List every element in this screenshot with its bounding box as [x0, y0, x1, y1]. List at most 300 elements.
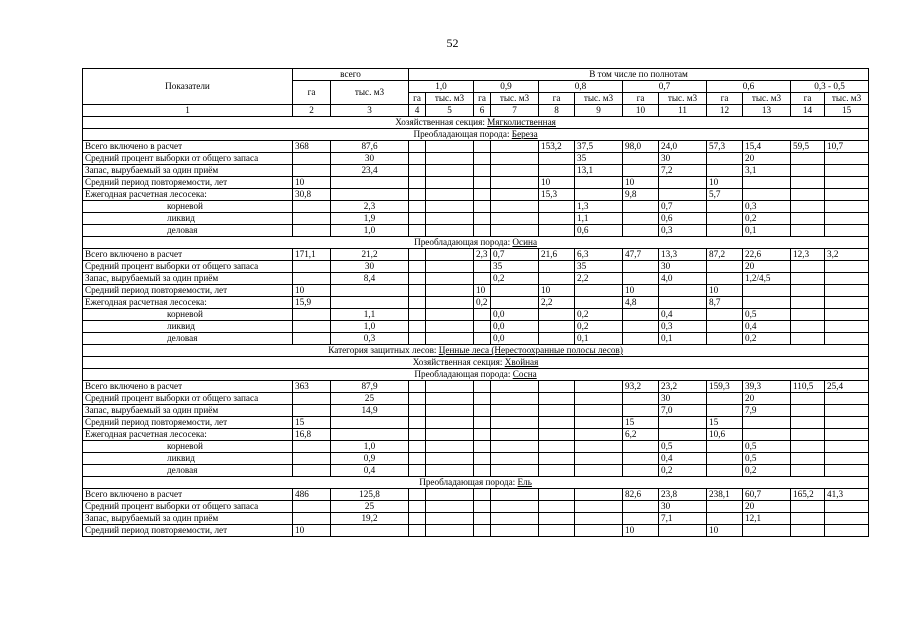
- table-cell: [539, 393, 575, 405]
- section-heading-row: [83, 345, 869, 357]
- table-cell: [426, 501, 474, 513]
- table-cell: [474, 213, 491, 225]
- table-cell: [791, 273, 825, 285]
- section-heading: [83, 117, 869, 129]
- table-cell: 20: [743, 261, 791, 273]
- section-heading: [83, 237, 869, 249]
- table-cell: 41,3: [825, 489, 869, 501]
- table-cell: [825, 429, 869, 441]
- table-cell: 4,0: [659, 273, 707, 285]
- table-cell: 159,3: [707, 381, 743, 393]
- table-cell: [825, 261, 869, 273]
- table-cell: [491, 501, 539, 513]
- table-cell: [426, 381, 474, 393]
- table-cell: [491, 141, 539, 153]
- table-cell: 2,3: [331, 201, 409, 213]
- table-cell: [474, 489, 491, 501]
- table-cell: [623, 513, 659, 525]
- table-cell: [623, 465, 659, 477]
- table-cell: 10: [623, 285, 659, 297]
- table-cell: [409, 309, 426, 321]
- column-number: 2: [293, 105, 331, 117]
- table-cell: [491, 465, 539, 477]
- table-cell: 363: [293, 381, 331, 393]
- table-cell: [623, 213, 659, 225]
- allowable-cut-table: [82, 68, 869, 537]
- table-cell: 35: [491, 261, 539, 273]
- table-cell: [707, 213, 743, 225]
- table-row: [83, 153, 869, 165]
- table-cell: [825, 513, 869, 525]
- table-cell: [474, 177, 491, 189]
- table-cell: [293, 321, 331, 333]
- table-cell: [825, 465, 869, 477]
- table-cell: [623, 441, 659, 453]
- table-cell: [491, 525, 539, 537]
- table-cell: [293, 165, 331, 177]
- table-cell: 1,3: [575, 201, 623, 213]
- table-cell: [825, 225, 869, 237]
- row-label: Ежегодная расчетная лесосека:: [83, 297, 293, 309]
- table-cell: [539, 321, 575, 333]
- table-cell: 0,7: [491, 249, 539, 261]
- density-header: 1,0: [409, 81, 474, 93]
- table-cell: [426, 141, 474, 153]
- table-row: [83, 405, 869, 417]
- table-row: [83, 465, 869, 477]
- table-row: [83, 309, 869, 321]
- table-cell: 1,0: [331, 441, 409, 453]
- table-cell: [791, 465, 825, 477]
- table-cell: 15: [293, 417, 331, 429]
- row-label: ликвид: [83, 321, 293, 333]
- row-label: Средний процент выборки от общего запаса: [83, 393, 293, 405]
- table-cell: [575, 489, 623, 501]
- table-cell: [426, 177, 474, 189]
- section-heading-prefix: Преобладающая порода:: [414, 237, 513, 247]
- table-cell: 0,2: [575, 321, 623, 333]
- table-cell: [409, 405, 426, 417]
- table-cell: [474, 381, 491, 393]
- table-cell: [491, 429, 539, 441]
- table-row: [83, 165, 869, 177]
- table-cell: [474, 393, 491, 405]
- section-heading-prefix: Преобладающая порода:: [414, 369, 513, 379]
- table-cell: [409, 333, 426, 345]
- total-header: всего: [293, 69, 409, 81]
- table-cell: [825, 321, 869, 333]
- section-heading-prefix: Хозяйственная секция:: [395, 117, 488, 127]
- table-cell: 30: [331, 261, 409, 273]
- table-cell: 110,5: [791, 381, 825, 393]
- table-cell: [491, 453, 539, 465]
- table-cell: [539, 213, 575, 225]
- table-cell: 57,3: [707, 141, 743, 153]
- table-cell: [623, 501, 659, 513]
- table-cell: 2,3: [474, 249, 491, 261]
- table-cell: [575, 525, 623, 537]
- table-cell: 15: [707, 417, 743, 429]
- table-row: [83, 513, 869, 525]
- table-cell: [575, 453, 623, 465]
- table-cell: [426, 465, 474, 477]
- column-number: 1: [83, 105, 293, 117]
- column-number: 7: [491, 105, 539, 117]
- table-cell: [409, 441, 426, 453]
- table-cell: [474, 417, 491, 429]
- table-cell: 0,9: [331, 453, 409, 465]
- table-cell: 23,2: [659, 381, 707, 393]
- table-cell: [575, 297, 623, 309]
- table-cell: [791, 189, 825, 201]
- table-cell: [409, 525, 426, 537]
- table-cell: [409, 189, 426, 201]
- row-label: Всего включено в расчет: [83, 489, 293, 501]
- table-cell: [707, 273, 743, 285]
- row-label: Средний период повторяемости, лет: [83, 525, 293, 537]
- table-cell: 59,5: [791, 141, 825, 153]
- table-cell: [539, 417, 575, 429]
- table-cell: 47,7: [623, 249, 659, 261]
- row-label: Средний период повторяемости, лет: [83, 417, 293, 429]
- table-cell: [707, 321, 743, 333]
- table-cell: 12,1: [743, 513, 791, 525]
- table-row: [83, 213, 869, 225]
- table-row: [83, 381, 869, 393]
- column-number: 11: [659, 105, 707, 117]
- table-cell: 0,1: [575, 333, 623, 345]
- table-cell: [474, 309, 491, 321]
- table-cell: 10: [293, 525, 331, 537]
- table-cell: 486: [293, 489, 331, 501]
- table-cell: [539, 261, 575, 273]
- table-row: [83, 321, 869, 333]
- table-cell: [539, 429, 575, 441]
- section-heading-value: Ель: [517, 477, 532, 487]
- table-cell: [575, 513, 623, 525]
- table-cell: [331, 297, 409, 309]
- table-cell: [825, 273, 869, 285]
- row-label: Средний процент выборки от общего запаса: [83, 153, 293, 165]
- table-cell: [409, 489, 426, 501]
- table-cell: [791, 165, 825, 177]
- section-heading: [83, 345, 869, 357]
- table-cell: [426, 441, 474, 453]
- table-cell: 14,9: [331, 405, 409, 417]
- table-cell: 30: [331, 153, 409, 165]
- table-cell: [474, 273, 491, 285]
- table-cell: [426, 309, 474, 321]
- table-cell: 153,2: [539, 141, 575, 153]
- table-cell: [659, 285, 707, 297]
- table-cell: [293, 465, 331, 477]
- table-cell: 22,6: [743, 249, 791, 261]
- row-label: Запас, вырубаемый за один приём: [83, 273, 293, 285]
- table-row: [83, 225, 869, 237]
- row-label: Средний период повторяемости, лет: [83, 285, 293, 297]
- table-cell: 7,9: [743, 405, 791, 417]
- table-cell: [474, 465, 491, 477]
- row-label: Запас, вырубаемый за один приём: [83, 165, 293, 177]
- table-cell: [539, 165, 575, 177]
- table-cell: [825, 453, 869, 465]
- table-cell: [474, 453, 491, 465]
- table-cell: [743, 417, 791, 429]
- table-cell: [791, 177, 825, 189]
- table-cell: 0,3: [331, 333, 409, 345]
- table-cell: 0,0: [491, 309, 539, 321]
- table-cell: [539, 405, 575, 417]
- table-row: [83, 285, 869, 297]
- total-m3-header: тыс. м3: [331, 81, 409, 105]
- table-cell: 10,7: [825, 141, 869, 153]
- table-cell: [743, 297, 791, 309]
- table-cell: 0,7: [659, 201, 707, 213]
- table-cell: 37,5: [575, 141, 623, 153]
- table-cell: [409, 201, 426, 213]
- table-cell: 2,2: [575, 273, 623, 285]
- table-cell: [825, 177, 869, 189]
- table-cell: 30: [659, 501, 707, 513]
- table-cell: 21,6: [539, 249, 575, 261]
- table-cell: [474, 429, 491, 441]
- table-cell: 0,3: [659, 225, 707, 237]
- table-cell: [491, 297, 539, 309]
- section-heading: [83, 369, 869, 381]
- table-cell: [426, 261, 474, 273]
- table-cell: 1,1: [331, 309, 409, 321]
- table-cell: [623, 333, 659, 345]
- table-cell: [491, 153, 539, 165]
- table-cell: [539, 201, 575, 213]
- table-cell: [426, 285, 474, 297]
- section-heading-row: [83, 477, 869, 489]
- table-cell: [825, 405, 869, 417]
- table-cell: [474, 225, 491, 237]
- table-cell: 19,2: [331, 513, 409, 525]
- table-cell: 30: [659, 153, 707, 165]
- row-label: деловая: [83, 465, 293, 477]
- table-cell: 0,2: [743, 213, 791, 225]
- density-header: 0,7: [623, 81, 707, 93]
- table-cell: [331, 285, 409, 297]
- table-cell: [707, 153, 743, 165]
- table-cell: [825, 153, 869, 165]
- table-cell: [623, 453, 659, 465]
- table-cell: [623, 261, 659, 273]
- table-cell: [707, 441, 743, 453]
- table-cell: [293, 201, 331, 213]
- table-row: [83, 453, 869, 465]
- table-cell: [491, 405, 539, 417]
- row-label: Ежегодная расчетная лесосека:: [83, 189, 293, 201]
- table-cell: 15,9: [293, 297, 331, 309]
- table-cell: [409, 465, 426, 477]
- table-cell: 8,4: [331, 273, 409, 285]
- table-cell: [575, 393, 623, 405]
- table-cell: [825, 285, 869, 297]
- table-cell: 93,2: [623, 381, 659, 393]
- table-cell: [791, 153, 825, 165]
- table-cell: [409, 225, 426, 237]
- table-cell: 0,4: [743, 321, 791, 333]
- table-cell: [707, 309, 743, 321]
- table-cell: [409, 153, 426, 165]
- table-cell: [707, 333, 743, 345]
- table-cell: 20: [743, 153, 791, 165]
- table-cell: [623, 321, 659, 333]
- row-label: Средний процент выборки от общего запаса: [83, 261, 293, 273]
- section-heading-row: [83, 237, 869, 249]
- table-cell: 0,0: [491, 333, 539, 345]
- table-cell: 6,2: [623, 429, 659, 441]
- table-cell: 82,6: [623, 489, 659, 501]
- table-cell: [426, 201, 474, 213]
- row-label: Всего включено в расчет: [83, 141, 293, 153]
- table-cell: [474, 525, 491, 537]
- table-row: [83, 333, 869, 345]
- table-cell: 0,2: [474, 297, 491, 309]
- table-cell: 3,1: [743, 165, 791, 177]
- table-cell: 10: [623, 525, 659, 537]
- section-heading-value: Мягколиственная: [487, 117, 556, 127]
- table-cell: [539, 225, 575, 237]
- table-cell: [426, 417, 474, 429]
- table-cell: [791, 393, 825, 405]
- table-cell: [474, 165, 491, 177]
- section-heading-row: [83, 357, 869, 369]
- table-row: [83, 441, 869, 453]
- table-cell: [825, 417, 869, 429]
- table-cell: [825, 441, 869, 453]
- table-cell: [707, 261, 743, 273]
- table-cell: [491, 489, 539, 501]
- column-number: 12: [707, 105, 743, 117]
- table-cell: 21,2: [331, 249, 409, 261]
- table-row: [83, 201, 869, 213]
- table-cell: [409, 501, 426, 513]
- table-cell: 10: [474, 285, 491, 297]
- table-cell: [491, 189, 539, 201]
- table-cell: [791, 261, 825, 273]
- unit-ha-header: га: [409, 93, 426, 105]
- table-cell: [409, 273, 426, 285]
- table-header: [83, 69, 869, 117]
- table-cell: 0,5: [659, 441, 707, 453]
- column-number: 15: [825, 105, 869, 117]
- table-cell: [623, 201, 659, 213]
- table-cell: 15,3: [539, 189, 575, 201]
- table-cell: [791, 225, 825, 237]
- table-cell: 2,2: [539, 297, 575, 309]
- table-cell: [409, 249, 426, 261]
- table-cell: [474, 153, 491, 165]
- table-cell: [791, 417, 825, 429]
- column-number: 14: [791, 105, 825, 117]
- section-heading-row: [83, 117, 869, 129]
- table-cell: [575, 285, 623, 297]
- row-label: Всего включено в расчет: [83, 381, 293, 393]
- row-label: ликвид: [83, 453, 293, 465]
- table-cell: 10: [623, 177, 659, 189]
- table-cell: 12,3: [791, 249, 825, 261]
- table-cell: 125,8: [331, 489, 409, 501]
- table-cell: 0,4: [659, 309, 707, 321]
- table-cell: 0,5: [743, 309, 791, 321]
- table-cell: [426, 393, 474, 405]
- row-label: Средний процент выборки от общего запаса: [83, 501, 293, 513]
- table-cell: 0,2: [743, 333, 791, 345]
- row-label: Ежегодная расчетная лесосека:: [83, 429, 293, 441]
- table-cell: 0,0: [491, 321, 539, 333]
- table-cell: [426, 525, 474, 537]
- table-cell: [539, 441, 575, 453]
- table-cell: [426, 297, 474, 309]
- unit-m3-header: тыс. м3: [659, 93, 707, 105]
- table-cell: 30,8: [293, 189, 331, 201]
- table-cell: [293, 501, 331, 513]
- table-cell: 0,3: [743, 201, 791, 213]
- table-cell: 4,8: [623, 297, 659, 309]
- table-cell: [623, 165, 659, 177]
- table-cell: [474, 261, 491, 273]
- table-cell: 10: [539, 177, 575, 189]
- table-row: [83, 393, 869, 405]
- table-cell: [825, 309, 869, 321]
- table-cell: [707, 201, 743, 213]
- table-cell: [743, 189, 791, 201]
- table-cell: [491, 381, 539, 393]
- section-heading: [83, 477, 869, 489]
- table-cell: 10,6: [707, 429, 743, 441]
- table-cell: [409, 285, 426, 297]
- table-cell: [539, 309, 575, 321]
- table-cell: [409, 393, 426, 405]
- row-label: Средний период повторяемости, лет: [83, 177, 293, 189]
- table-cell: 16,8: [293, 429, 331, 441]
- table-cell: [293, 261, 331, 273]
- table-cell: [491, 441, 539, 453]
- table-cell: 10: [707, 285, 743, 297]
- table-cell: 35: [575, 261, 623, 273]
- unit-m3-header: тыс. м3: [491, 93, 539, 105]
- row-label: деловая: [83, 225, 293, 237]
- table-cell: [623, 309, 659, 321]
- row-label: корневой: [83, 201, 293, 213]
- unit-ha-header: га: [623, 93, 659, 105]
- table-cell: 30: [659, 393, 707, 405]
- table-cell: [791, 285, 825, 297]
- column-number: 5: [426, 105, 474, 117]
- column-number: 10: [623, 105, 659, 117]
- table-cell: 24,0: [659, 141, 707, 153]
- table-cell: [707, 405, 743, 417]
- table-cell: [426, 429, 474, 441]
- table-cell: [474, 201, 491, 213]
- table-cell: [293, 393, 331, 405]
- table-cell: 1,0: [331, 225, 409, 237]
- table-cell: [409, 417, 426, 429]
- row-label: ликвид: [83, 213, 293, 225]
- table-cell: [474, 405, 491, 417]
- table-cell: 25: [331, 393, 409, 405]
- table-row: [83, 297, 869, 309]
- table-cell: [825, 213, 869, 225]
- table-cell: [331, 429, 409, 441]
- table-cell: 25: [331, 501, 409, 513]
- table-cell: 3,2: [825, 249, 869, 261]
- table-row: [83, 525, 869, 537]
